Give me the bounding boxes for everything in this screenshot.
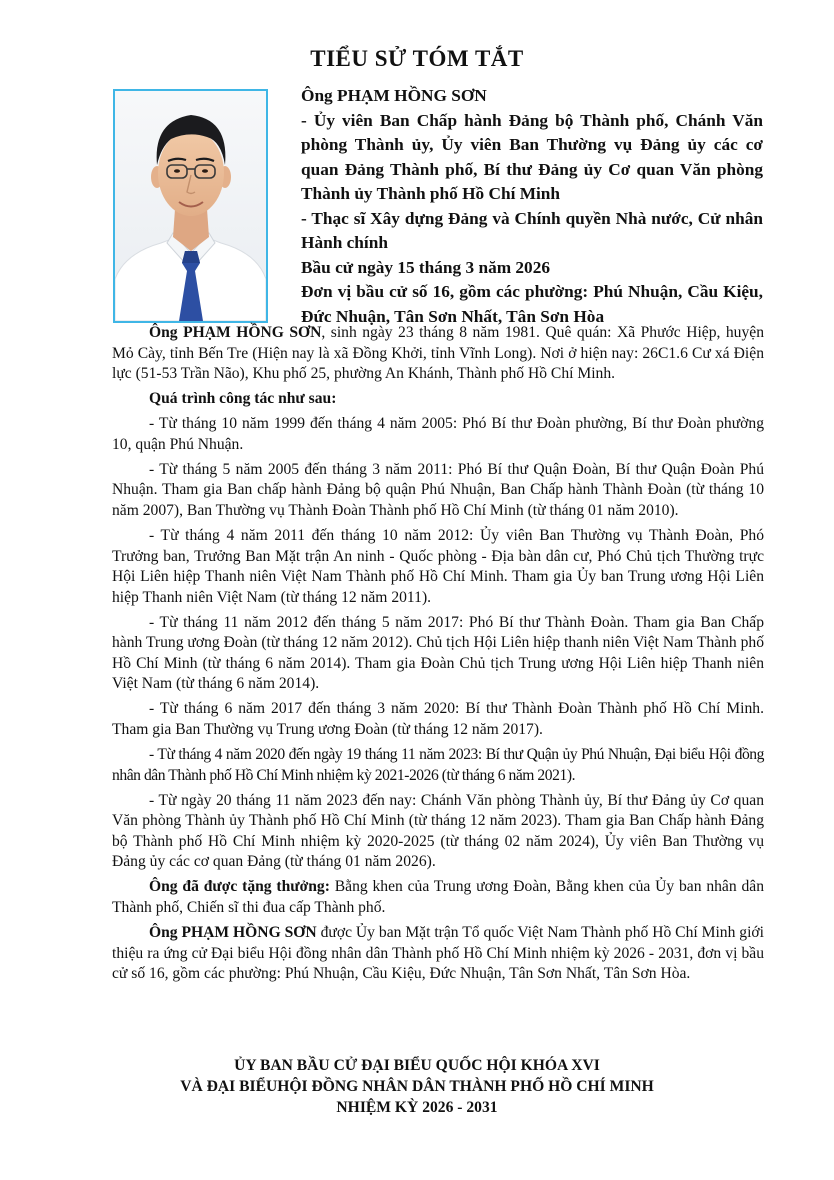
- page-title: TIỂU SỬ TÓM TẮT: [310, 46, 524, 71]
- bio-intro: [112, 323, 764, 385]
- portrait-photo: [113, 89, 268, 323]
- nomination: [112, 923, 764, 985]
- bio-name: Ông PHẠM HỒNG SƠN: [149, 324, 322, 341]
- footer-line-1: ỦY BAN BẦU CỬ ĐẠI BIỂU QUỐC HỘI KHÓA XVI: [234, 1057, 600, 1074]
- awards-label: Ông đã được tặng thưởng:: [149, 878, 330, 896]
- election-committee-footer: [0, 1055, 834, 1118]
- career-item: - Từ tháng 11 năm 2012 đến tháng 5 năm 2017: Phó Bí thư Thành Đoàn. Tham gia Ban Chấp hành Trung ương Đoàn (từ tháng 12 năm 2012). Chủ tịch Hội Liên hiệp thanh niên Việt Nam Thành phố Hồ Chí Minh (từ tháng 6 năm 2014). Tham gia Đoàn Chủ tịch Trung ương Hội Liên hiệp Thanh niên Việt Nam (từ tháng 6 năm 2014).: [112, 613, 764, 693]
- awards-text: Bằng khen của Trung ương Đoàn, Bằng khen của Ủy ban nhân dân Thành phố, Chiến sĩ thi đua cấp Thành phố.: [112, 878, 764, 916]
- footer-line-3: NHIỆM KỲ 2026 - 2031: [336, 1099, 498, 1116]
- candidate-name: Ông PHẠM HỒNG SƠN: [301, 86, 487, 105]
- footer-line-2: VÀ ĐẠI BIỂUHỘI ĐỒNG NHÂN DÂN THÀNH PHỐ HỒ CHÍ MINH: [180, 1078, 654, 1095]
- nomination-name: Ông PHẠM HỒNG SƠN: [149, 923, 317, 941]
- career-item: - Từ tháng 10 năm 1999 đến tháng 4 năm 2005: Phó Bí thư Đoàn phường, Bí thư Đoàn phường 10, quận Phú Nhuận.: [112, 415, 764, 453]
- candidate-positions: - Ủy viên Ban Chấp hành Đảng bộ Thành phố, Chánh Văn phòng Thành ủy, Ủy viên Ban Thường vụ Đảng ủy các cơ quan Đảng Thành phố, Bí thư Đảng ủy Cơ quan Văn phòng Thành ủy Thành phố Hồ Chí Minh: [301, 110, 763, 203]
- career-heading: [112, 389, 764, 410]
- portrait-illustration: [115, 91, 266, 321]
- bio-intro-text: , sinh ngày 23 tháng 8 năm 1981. Quê quán: Xã Phước Hiệp, huyện Mỏ Cày, tỉnh Bến Tre (Hiện nay là xã Đồng Khởi, tỉnh Vĩnh Long). Nơi ở hiện nay: 26C1.6 Cư xá Điện lực (51-53 Trần Não), Khu phố 25, phường An Khánh, Thành phố Hồ Chí Minh.: [112, 324, 764, 383]
- career-item: - Từ ngày 20 tháng 11 năm 2023 đến nay: Chánh Văn phòng Thành ủy, Bí thư Đảng ủy Cơ quan Văn phòng Thành ủy Thành phố Hồ Chí Minh (từ tháng 12 năm 2023). Tham gia Ban Chấp hành Đảng bộ Thành phố Hồ Chí Minh nhiệm kỳ 2020-2025 (từ tháng 02 năm 2024), Ủy viên Ban Thường vụ Đảng ủy các cơ quan Đảng (từ tháng 01 năm 2026).: [112, 791, 764, 871]
- candidate-header: [301, 84, 763, 329]
- career-item: - Từ tháng 6 năm 2017 đến tháng 3 năm 2020: Bí thư Thành Đoàn Thành phố Hồ Chí Minh. Tham gia Ban Thường vụ Trung ương Đoàn (từ tháng 12 năm 2017).: [112, 700, 764, 739]
- election-date: Bầu cử ngày 15 tháng 3 năm 2026: [301, 257, 550, 277]
- candidate-degrees: - Thạc sĩ Xây dựng Đảng và Chính quyền Nhà nước, Cử nhân Hành chính: [301, 208, 763, 252]
- constituency: Đơn vị bầu cử số 16, gồm các phường: Phú Nhuận, Cầu Kiệu, Đức Nhuận, Tân Sơn Nhất, Tân Sơn Hòa: [301, 282, 763, 326]
- nomination-text: được Ủy ban Mặt trận Tổ quốc Việt Nam Thành phố Hồ Chí Minh giới thiệu ra ứng cử Đại biểu Hội đồng nhân dân Thành phố Hồ Chí Minh nhiệm kỳ 2026 - 2031, đơn vị bầu cử số 16, gồm các phường: Phú Nhuận, Cầu Kiệu, Đức Nhuận, Tân Sơn Nhất, Tân Sơn Hòa.: [112, 923, 765, 983]
- awards: [112, 877, 764, 918]
- career-item: - Từ tháng 4 năm 2011 đến tháng 10 năm 2012: Ủy viên Ban Thường vụ Thành Đoàn, Phó Trưởng ban, Trưởng Ban Mặt trận An ninh - Quốc phòng - Địa bàn dân cư, Phó Chủ tịch Thường trực Hội Liên hiệp Thanh niên Việt Nam Thành phố Hồ Chí Minh. Tham gia Ủy ban Trung ương Hội Liên hiệp Thanh niên Việt Nam (từ tháng 12 năm 2011).: [112, 526, 764, 606]
- biography-body: [112, 323, 764, 989]
- career-heading-text: Quá trình công tác như sau:: [149, 390, 337, 408]
- career-item: - Từ tháng 4 năm 2020 đến ngày 19 tháng 11 năm 2023: Bí thư Quận ủy Phú Nhuận, Đại biểu Hội đồng nhân dân Thành phố Hồ Chí Minh nhiệm kỳ 2021-2026 (từ tháng 6 năm 2021).: [112, 746, 764, 784]
- career-item: - Từ tháng 5 năm 2005 đến tháng 3 năm 2011: Phó Bí thư Quận Đoàn, Bí thư Quận Đoàn Phú Nhuận. Tham gia Ban chấp hành Đảng bộ quận Phú Nhuận, Ban Chấp hành Thành Đoàn (từ tháng 10 năm 2007), Ban Thường vụ Thành Đoàn Thành phố Hồ Chí Minh (từ tháng 01 năm 2010).: [112, 460, 764, 519]
